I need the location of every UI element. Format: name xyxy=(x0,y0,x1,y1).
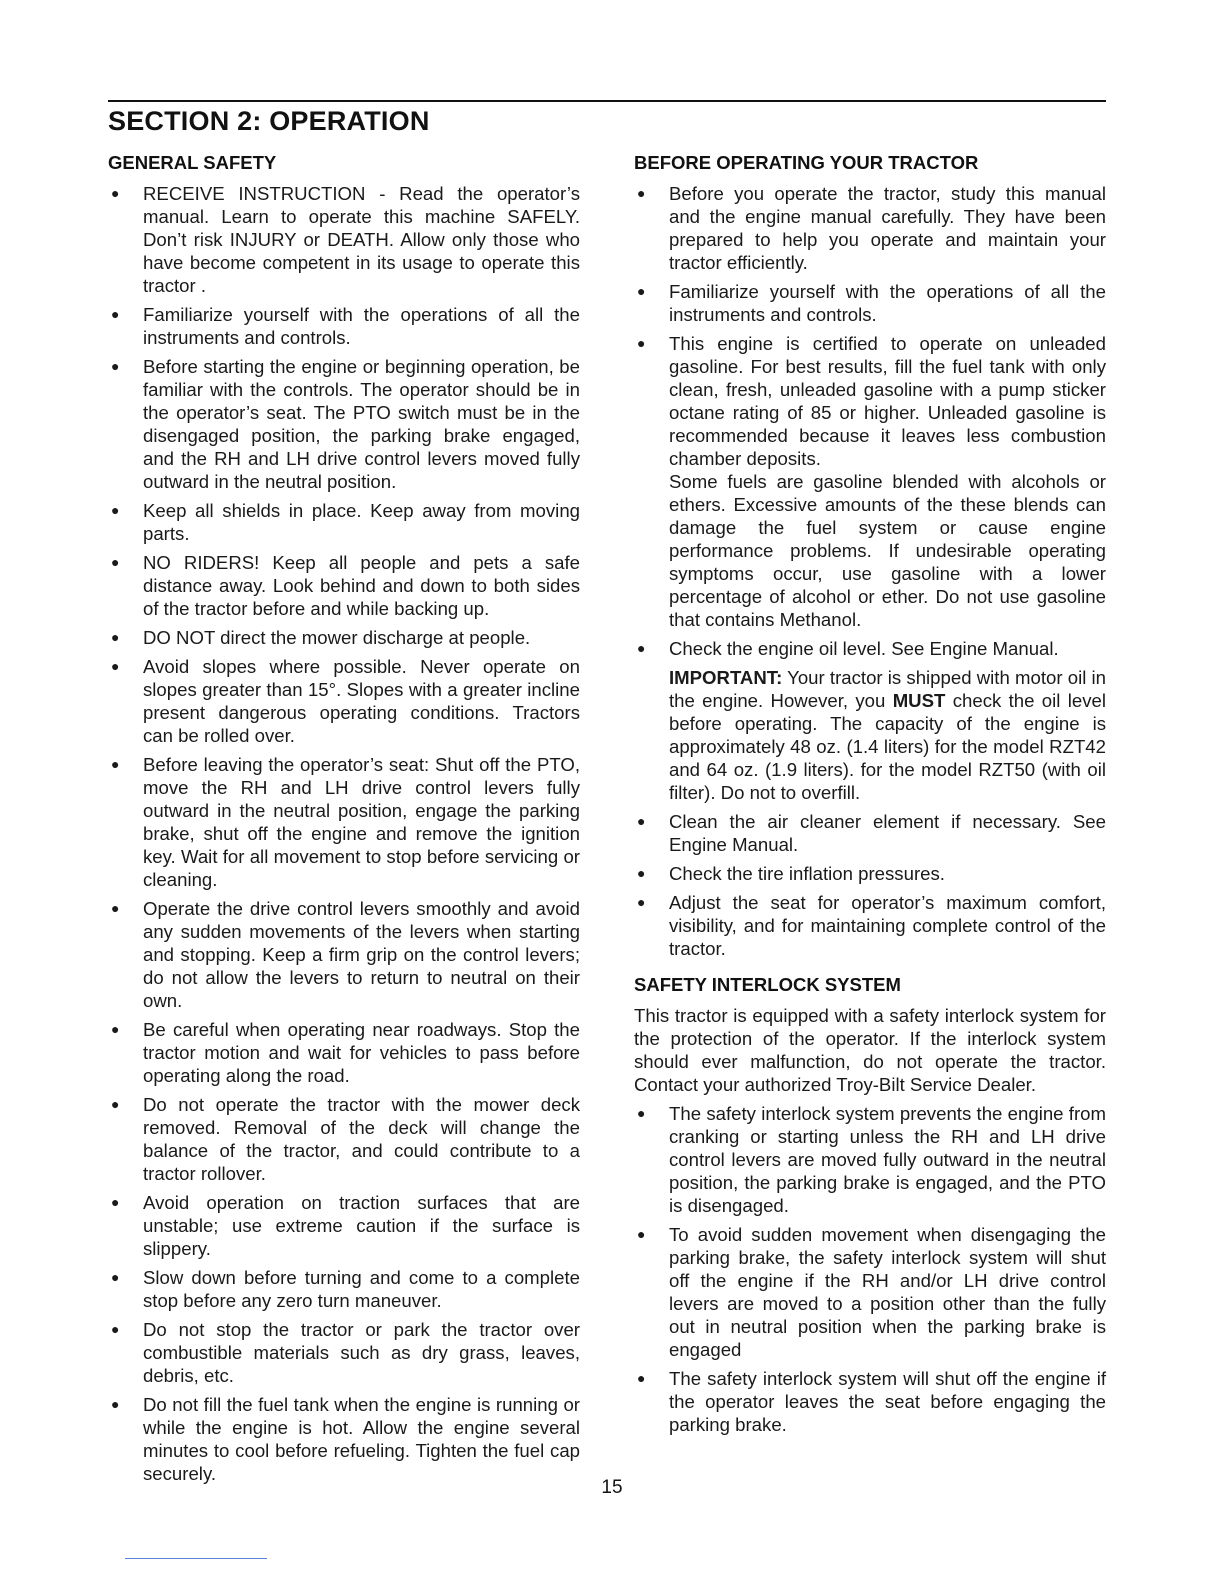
bullet-icon: ● xyxy=(111,185,120,201)
bullet-icon: ● xyxy=(111,1396,120,1412)
interlock-list xyxy=(634,1102,1106,1436)
top-rule xyxy=(108,100,1106,102)
list-item: ● Before starting the engine or beginning operation, be familiar with the controls. The operator should be in the operator’s seat. The PTO switch must be in the disengaged position, the parking brake engaged, and the RH and LH drive control levers moved fully outward in the neutral position. xyxy=(111,356,580,492)
list-item: ● Keep all shields in place. Keep away from moving parts. xyxy=(111,500,580,544)
general-safety-list xyxy=(108,182,580,1485)
bullet-icon: ● xyxy=(111,554,120,570)
bullet-icon: ● xyxy=(637,865,646,881)
list-item: ● RECEIVE INSTRUCTION - Read the operator’s manual. Learn to operate this machine SAFELY. Don’t risk INJURY or DEATH. Allow only those who have become competent in its usage to operate this tractor . xyxy=(111,183,580,296)
list-item: ● Slow down before turning and come to a complete stop before any zero turn maneuver. xyxy=(111,1267,580,1311)
important-note: IMPORTANT: Your tractor is shipped with motor oil in the engine. However, you MUST check the oil level before operating. The capacity of the engine is approximately 48 oz. (1.4 liters) for the model RZT42 and 64 oz. (1.9 liters). for the model RZT50 (with oil filter). Do not to overfill. xyxy=(669,667,1106,803)
section-gap xyxy=(634,966,1106,974)
list-item: ● The safety interlock system will shut off the engine if the operator leaves the seat before engaging the parking brake. xyxy=(637,1368,1106,1435)
list-item: ● The safety interlock system prevents the engine from cranking or starting unless the RH and LH drive control levers are moved fully outward in the neutral position, the parking brake is engaged, and the PTO is disengaged. xyxy=(637,1103,1106,1216)
bullet-icon: ● xyxy=(111,756,120,772)
right-column xyxy=(634,152,1106,1442)
left-column xyxy=(108,152,580,1491)
bullet-icon: ● xyxy=(637,335,646,351)
bullet-icon: ● xyxy=(111,502,120,518)
list-item: ● Do not fill the fuel tank when the engine is running or while the engine is hot. Allow the engine several minutes to cool before refueling. Tighten the fuel cap securely. xyxy=(111,1394,580,1484)
list-item: ● Clean the air cleaner element if necessary. See Engine Manual. xyxy=(637,811,1106,855)
list-item: ● Do not operate the tractor with the mower deck removed. Removal of the deck will change the balance of the tractor, and could contribute to a tractor rollover. xyxy=(111,1094,580,1184)
fuel-blend-paragraph: Some fuels are gasoline blended with alcohols or ethers. Excessive amounts of the these blends can damage the fuel system or cause engine performance problems. If undesirable operating symptoms occur, use gasoline with a lower percentage of alcohol or ether. Do not use gasoline that contains Methanol. xyxy=(669,471,1106,630)
list-item: ● Familiarize yourself with the operations of all the instruments and controls. xyxy=(111,304,580,348)
bullet-icon: ● xyxy=(111,900,120,916)
bullet-icon: ● xyxy=(637,1370,646,1386)
bullet-icon: ● xyxy=(111,629,120,645)
interlock-heading: SAFETY INTERLOCK SYSTEM xyxy=(634,974,901,995)
list-item: ● Adjust the seat for operator’s maximum comfort, visibility, and for maintaining complete control of the tractor. xyxy=(637,892,1106,959)
bullet-icon: ● xyxy=(111,306,120,322)
general-safety-heading: GENERAL SAFETY xyxy=(108,152,277,173)
bullet-icon: ● xyxy=(637,1226,646,1242)
page-number: 15 xyxy=(601,1477,623,1498)
bullet-icon: ● xyxy=(637,894,646,910)
important-label: IMPORTANT: xyxy=(669,667,783,688)
bullet-icon: ● xyxy=(111,1194,120,1210)
must-emphasis: MUST xyxy=(892,690,946,711)
list-item: ● Before you operate the tractor, study this manual and the engine manual carefully. They have been prepared to help you operate and maintain your tractor efficiently. xyxy=(637,183,1106,273)
footer-line xyxy=(125,1558,267,1559)
list-item: ● Check the engine oil level. See Engine Manual. IMPORTANT: Your tractor is shipped with motor oil in the engine. However, you MUST check the oil level before operating. The capacity of the engine is approximately 48 oz. (1.4 liters) for the model RZT42 and 64 oz. (1.9 liters). for the model RZT50 (with oil filter). Do not to overfill. xyxy=(637,638,1106,803)
bullet-icon: ● xyxy=(637,1105,646,1121)
bullet-icon: ● xyxy=(111,1021,120,1037)
list-item: ● To avoid sudden movement when disengaging the parking brake, the safety interlock system will shut off the engine if the RH and/or LH drive control levers are moved to a position other than the fully out in neutral position when the parking brake is engaged xyxy=(637,1224,1106,1360)
bullet-icon: ● xyxy=(637,813,646,829)
list-item: ● Avoid operation on traction surfaces that are unstable; use extreme caution if the surface is slippery. xyxy=(111,1192,580,1259)
list-item: ● Check the tire inflation pressures. xyxy=(637,863,945,884)
bullet-icon: ● xyxy=(111,1269,120,1285)
list-item: ● DO NOT direct the mower discharge at people. xyxy=(111,627,531,648)
bullet-icon: ● xyxy=(637,640,646,656)
bullet-icon: ● xyxy=(111,1321,120,1337)
list-item: ● Do not stop the tractor or park the tractor over combustible materials such as dry grass, leaves, debris, etc. xyxy=(111,1319,580,1386)
interlock-intro: This tractor is equipped with a safety interlock system for the protection of the operator. If the interlock system should ever malfunction, do not operate the tractor. Contact your authorized Troy-Bilt Service Dealer. xyxy=(634,1005,1106,1095)
before-operating-list xyxy=(634,182,1106,960)
list-item: ● Before leaving the operator’s seat: Shut off the PTO, move the RH and LH drive control levers fully outward in the neutral position, engage the parking brake, shut off the engine and remove the ignition key. Wait for all movement to stop before servicing or cleaning. xyxy=(111,754,580,890)
list-item: ● Operate the drive control levers smoothly and avoid any sudden movements of the levers when starting and stopping. Keep a firm grip on the control levers; do not allow the levers to return to neutral on their own. xyxy=(111,898,580,1011)
before-operating-heading: BEFORE OPERATING YOUR TRACTOR xyxy=(634,152,979,173)
list-item: ● Be careful when operating near roadways. Stop the tractor motion and wait for vehicles to pass before operating along the road. xyxy=(111,1019,580,1086)
bullet-icon: ● xyxy=(637,185,646,201)
list-item: ● NO RIDERS! Keep all people and pets a safe distance away. Look behind and down to both sides of the tractor before and while backing up. xyxy=(111,552,580,619)
fuel-paragraph: This engine is certified to operate on unleaded gasoline. For best results, fill the fuel tank with only clean, fresh, unleaded gasoline with a pump sticker octane rating of 85 or higher. Unleaded gasoline is recommended because it leaves less combustion chamber deposits. xyxy=(669,333,1106,469)
bullet-icon: ● xyxy=(111,658,120,674)
list-item xyxy=(634,332,1106,631)
section-title: SECTION 2: OPERATION xyxy=(108,106,430,136)
list-item: ● Familiarize yourself with the operations of all the instruments and controls. xyxy=(637,281,1106,325)
bullet-icon: ● xyxy=(637,283,646,299)
bullet-icon: ● xyxy=(111,1096,120,1112)
list-item: ● Avoid slopes where possible. Never operate on slopes greater than 15°. Slopes with a greater incline present dangerous operating conditions. Tractors can be rolled over. xyxy=(111,656,580,746)
bullet-icon: ● xyxy=(111,358,120,374)
